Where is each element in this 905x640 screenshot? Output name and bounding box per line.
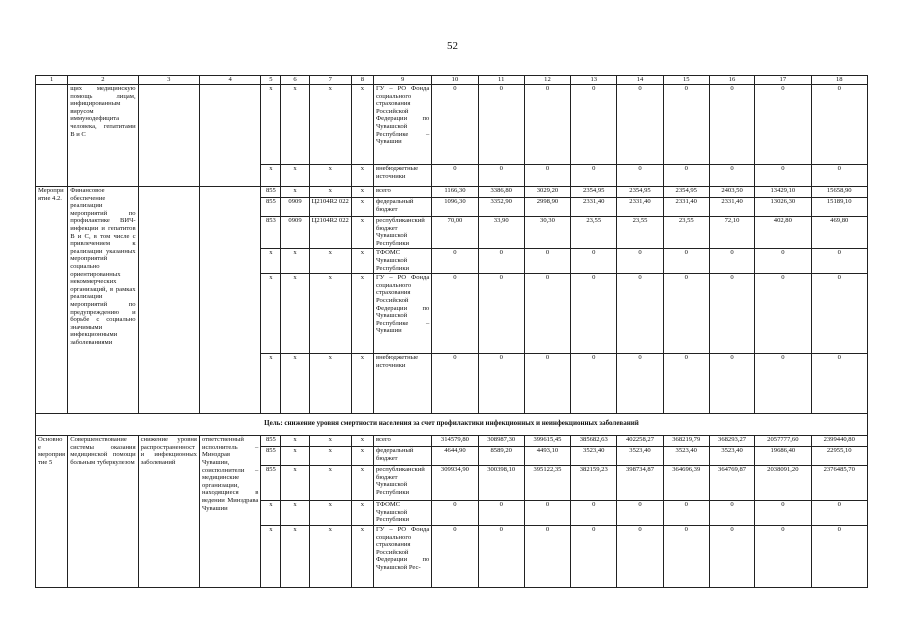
- amount-cell: 0: [432, 353, 478, 413]
- amount-cell: 2038091,20: [755, 465, 811, 500]
- amount-cell: 0: [663, 525, 709, 587]
- target-article-cell: x: [309, 84, 351, 164]
- amount-cell: 23,55: [617, 216, 663, 248]
- section-cell: x: [281, 186, 309, 197]
- table-row: [36, 413, 868, 435]
- amount-cell: 385682,63: [571, 435, 617, 446]
- amount-cell: 0: [709, 273, 754, 353]
- amount-cell: 15189,10: [811, 197, 868, 216]
- amount-cell: 1096,30: [432, 197, 478, 216]
- section-cell: x: [281, 435, 309, 446]
- column-header: 4: [199, 76, 260, 85]
- amount-cell: 0: [755, 248, 811, 273]
- funding-source-cell: ГУ – РО Фонда социального страхования Российской Федерации по Чувашской Рес-: [373, 525, 431, 587]
- expense-group-cell: x: [351, 500, 373, 525]
- amount-cell: 0: [524, 525, 570, 587]
- event-number-cell: Основное мероприятие 5: [36, 435, 68, 587]
- event-name-cell: Финансовое обеспечение реализации мероприятий по профилактике ВИЧ-инфекции и гепатитов B и C, в том числе с привлечением к реализации указанных мероприятий социально ориентированных некоммерческих организаций, в рамках реализации мероприятий по предупреждению и борьбе с социально значимыми инфекционными заболеваниями: [68, 186, 138, 413]
- funding-source-cell: ТФОМС Чувашской Республики: [373, 248, 431, 273]
- target-article-cell: Ц2104R2 022: [309, 216, 351, 248]
- amount-cell: 309934,90: [432, 465, 478, 500]
- amount-cell: 3523,40: [709, 446, 754, 465]
- target-article-cell: x: [309, 435, 351, 446]
- amount-cell: 3029,20: [524, 186, 570, 197]
- amount-cell: 314579,80: [432, 435, 478, 446]
- section-cell: 0909: [281, 216, 309, 248]
- amount-cell: 0: [617, 353, 663, 413]
- amount-cell: 364769,87: [709, 465, 754, 500]
- amount-cell: 0: [709, 84, 754, 164]
- target-cell: снижение уровня распространенности инфекционных заболеваний: [138, 435, 199, 587]
- column-header: 17: [755, 76, 811, 85]
- amount-cell: 0: [571, 273, 617, 353]
- amount-cell: 2354,95: [617, 186, 663, 197]
- amount-cell: 2331,40: [617, 197, 663, 216]
- amount-cell: 399615,45: [524, 435, 570, 446]
- section-cell: x: [281, 525, 309, 587]
- expense-group-cell: x: [351, 197, 373, 216]
- amount-cell: 0: [432, 164, 478, 186]
- section-cell: x: [281, 84, 309, 164]
- target-article-cell: x: [309, 353, 351, 413]
- grbs-cell: x: [261, 525, 281, 587]
- amount-cell: 2998,90: [524, 197, 570, 216]
- amount-cell: 23,55: [571, 216, 617, 248]
- grbs-cell: 855: [261, 446, 281, 465]
- column-header: 3: [138, 76, 199, 85]
- grbs-cell: 855: [261, 465, 281, 500]
- expense-group-cell: x: [351, 216, 373, 248]
- column-header: 10: [432, 76, 478, 85]
- amount-cell: 382159,23: [571, 465, 617, 500]
- column-header: 6: [281, 76, 309, 85]
- amount-cell: 2331,40: [709, 197, 754, 216]
- amount-cell: 2057777,60: [755, 435, 811, 446]
- amount-cell: 0: [811, 248, 868, 273]
- amount-cell: 22955,10: [811, 446, 868, 465]
- target-article-cell: x: [309, 248, 351, 273]
- funding-source-cell: федеральный бюджет: [373, 197, 431, 216]
- expense-group-cell: x: [351, 84, 373, 164]
- section-cell: x: [281, 248, 309, 273]
- executor-cell: [199, 84, 260, 186]
- amount-cell: 0: [478, 525, 524, 587]
- amount-cell: 0: [663, 164, 709, 186]
- section-cell: 0909: [281, 197, 309, 216]
- expense-group-cell: x: [351, 435, 373, 446]
- amount-cell: 364696,39: [663, 465, 709, 500]
- table-row: [36, 435, 868, 446]
- target-article-cell: x: [309, 525, 351, 587]
- amount-cell: 469,80: [811, 216, 868, 248]
- amount-cell: 0: [663, 84, 709, 164]
- funding-source-cell: внебюджетные источники: [373, 353, 431, 413]
- target-article-cell: x: [309, 465, 351, 500]
- grbs-cell: x: [261, 353, 281, 413]
- amount-cell: 0: [755, 164, 811, 186]
- grbs-cell: 855: [261, 186, 281, 197]
- grbs-cell: x: [261, 273, 281, 353]
- amount-cell: 2331,40: [571, 197, 617, 216]
- funding-source-cell: республиканский бюджет Чувашской Республики: [373, 216, 431, 248]
- amount-cell: 0: [524, 84, 570, 164]
- funding-source-cell: ГУ – РО Фонда социального страхования Российской Федерации по Чувашской Республике – Чувашии: [373, 84, 431, 164]
- column-header: 7: [309, 76, 351, 85]
- amount-cell: 2331,40: [663, 197, 709, 216]
- funding-source-cell: ГУ – РО Фонда социального страхования Российской Федерации по Чувашской Республике – Чувашии: [373, 273, 431, 353]
- amount-cell: 0: [755, 525, 811, 587]
- amount-cell: 402258,27: [617, 435, 663, 446]
- amount-cell: 19686,40: [755, 446, 811, 465]
- amount-cell: 0: [432, 248, 478, 273]
- expense-group-cell: x: [351, 465, 373, 500]
- section-cell: x: [281, 465, 309, 500]
- amount-cell: 0: [571, 353, 617, 413]
- amount-cell: 0: [617, 273, 663, 353]
- target-cell: [138, 186, 199, 413]
- executor-cell: ответственный исполнитель – Минздрав Чувашии, соисполнители – медицинские организации, находящиеся в ведении Минздрава Чувашии: [199, 435, 260, 587]
- table-row: [36, 84, 868, 164]
- amount-cell: 0: [811, 353, 868, 413]
- amount-cell: 368293,27: [709, 435, 754, 446]
- amount-cell: 0: [524, 353, 570, 413]
- expense-group-cell: x: [351, 446, 373, 465]
- amount-cell: 0: [524, 500, 570, 525]
- expense-group-cell: x: [351, 353, 373, 413]
- amount-cell: 0: [478, 248, 524, 273]
- amount-cell: 0: [709, 164, 754, 186]
- amount-cell: 0: [571, 525, 617, 587]
- amount-cell: 0: [663, 353, 709, 413]
- table-row: [36, 186, 868, 197]
- amount-cell: 402,80: [755, 216, 811, 248]
- target-cell: [138, 84, 199, 186]
- amount-cell: 368219,79: [663, 435, 709, 446]
- grbs-cell: x: [261, 84, 281, 164]
- amount-cell: 0: [811, 525, 868, 587]
- amount-cell: 1166,30: [432, 186, 478, 197]
- amount-cell: 0: [478, 84, 524, 164]
- amount-cell: 0: [478, 273, 524, 353]
- amount-cell: 0: [617, 500, 663, 525]
- target-article-cell: x: [309, 186, 351, 197]
- amount-cell: 0: [571, 164, 617, 186]
- amount-cell: 3523,40: [617, 446, 663, 465]
- column-header: 9: [373, 76, 431, 85]
- amount-cell: 0: [755, 84, 811, 164]
- expense-group-cell: x: [351, 273, 373, 353]
- funding-source-cell: всего: [373, 186, 431, 197]
- grbs-cell: 855: [261, 435, 281, 446]
- amount-cell: 0: [755, 353, 811, 413]
- section-cell: x: [281, 164, 309, 186]
- column-header: 14: [617, 76, 663, 85]
- executor-cell: [199, 186, 260, 413]
- amount-cell: 0: [709, 353, 754, 413]
- table-row: [36, 76, 868, 85]
- amount-cell: 2354,95: [663, 186, 709, 197]
- amount-cell: 2354,95: [571, 186, 617, 197]
- amount-cell: 0: [755, 273, 811, 353]
- amount-cell: 4493,10: [524, 446, 570, 465]
- funding-source-cell: всего: [373, 435, 431, 446]
- amount-cell: 2399440,80: [811, 435, 868, 446]
- amount-cell: 33,90: [478, 216, 524, 248]
- amount-cell: 13429,10: [755, 186, 811, 197]
- amount-cell: 4644,90: [432, 446, 478, 465]
- target-article-cell: x: [309, 446, 351, 465]
- amount-cell: 0: [571, 500, 617, 525]
- amount-cell: 0: [617, 164, 663, 186]
- amount-cell: 0: [524, 248, 570, 273]
- grbs-cell: x: [261, 500, 281, 525]
- amount-cell: 0: [811, 164, 868, 186]
- expense-group-cell: x: [351, 164, 373, 186]
- amount-cell: 15658,90: [811, 186, 868, 197]
- column-header: 12: [524, 76, 570, 85]
- funding-source-cell: республиканский бюджет Чувашской Республики: [373, 465, 431, 500]
- event-number-cell: Мероприятие 4.2.: [36, 186, 68, 413]
- expense-group-cell: x: [351, 186, 373, 197]
- grbs-cell: 855: [261, 197, 281, 216]
- amount-cell: 2376485,70: [811, 465, 868, 500]
- column-header: 5: [261, 76, 281, 85]
- page-number: 52: [447, 40, 458, 52]
- budget-table: [35, 75, 868, 588]
- amount-cell: 0: [432, 273, 478, 353]
- event-name-cell: Совершенствование системы оказания медицинской помощи больным туберкулезом: [68, 435, 138, 587]
- amount-cell: 13026,30: [755, 197, 811, 216]
- amount-cell: 0: [811, 273, 868, 353]
- amount-cell: 70,00: [432, 216, 478, 248]
- amount-cell: 0: [811, 84, 868, 164]
- amount-cell: 0: [432, 84, 478, 164]
- section-cell: x: [281, 500, 309, 525]
- amount-cell: 300398,10: [478, 465, 524, 500]
- amount-cell: 0: [478, 500, 524, 525]
- column-header: 11: [478, 76, 524, 85]
- amount-cell: 395122,35: [524, 465, 570, 500]
- amount-cell: 0: [663, 248, 709, 273]
- amount-cell: 0: [478, 353, 524, 413]
- funding-source-cell: федеральный бюджет: [373, 446, 431, 465]
- amount-cell: 398734,87: [617, 465, 663, 500]
- section-cell: x: [281, 273, 309, 353]
- column-header: 8: [351, 76, 373, 85]
- grbs-cell: 853: [261, 216, 281, 248]
- column-header: 18: [811, 76, 868, 85]
- amount-cell: 72,10: [709, 216, 754, 248]
- amount-cell: 3352,90: [478, 197, 524, 216]
- column-header: 2: [68, 76, 138, 85]
- column-header: 15: [663, 76, 709, 85]
- amount-cell: 0: [709, 525, 754, 587]
- grbs-cell: x: [261, 248, 281, 273]
- column-header: 13: [571, 76, 617, 85]
- amount-cell: 0: [571, 84, 617, 164]
- column-header: 1: [36, 76, 68, 85]
- amount-cell: 0: [617, 525, 663, 587]
- event-name-cell: щих медицинскую помощь лицам, инфицированным вирусом иммунодефицита человека, гепатитами B и C: [68, 84, 138, 186]
- amount-cell: 0: [524, 164, 570, 186]
- amount-cell: 0: [755, 500, 811, 525]
- goal-row: Цель: снижение уровня смертности населения за счет профилактики инфекционных и неинфекционных заболеваний: [36, 413, 868, 435]
- amount-cell: 0: [663, 500, 709, 525]
- amount-cell: 0: [663, 273, 709, 353]
- amount-cell: 0: [811, 500, 868, 525]
- target-article-cell: x: [309, 500, 351, 525]
- amount-cell: 0: [617, 248, 663, 273]
- amount-cell: 30,30: [524, 216, 570, 248]
- amount-cell: 0: [709, 248, 754, 273]
- target-article-cell: Ц2104R2 022: [309, 197, 351, 216]
- amount-cell: 0: [524, 273, 570, 353]
- amount-cell: 3523,40: [663, 446, 709, 465]
- amount-cell: 23,55: [663, 216, 709, 248]
- amount-cell: 2403,50: [709, 186, 754, 197]
- funding-source-cell: ТФОМС Чувашской Республики: [373, 500, 431, 525]
- target-article-cell: x: [309, 273, 351, 353]
- expense-group-cell: x: [351, 248, 373, 273]
- event-number-cell: [36, 84, 68, 186]
- section-cell: x: [281, 353, 309, 413]
- amount-cell: 0: [478, 164, 524, 186]
- section-cell: x: [281, 446, 309, 465]
- amount-cell: 3386,80: [478, 186, 524, 197]
- amount-cell: 8589,20: [478, 446, 524, 465]
- amount-cell: 0: [432, 500, 478, 525]
- grbs-cell: x: [261, 164, 281, 186]
- amount-cell: 3523,40: [571, 446, 617, 465]
- amount-cell: 0: [709, 500, 754, 525]
- amount-cell: 0: [432, 525, 478, 587]
- amount-cell: 308987,30: [478, 435, 524, 446]
- target-article-cell: x: [309, 164, 351, 186]
- funding-source-cell: внебюджетные источники: [373, 164, 431, 186]
- amount-cell: 0: [571, 248, 617, 273]
- amount-cell: 0: [617, 84, 663, 164]
- expense-group-cell: x: [351, 525, 373, 587]
- column-header: 16: [709, 76, 754, 85]
